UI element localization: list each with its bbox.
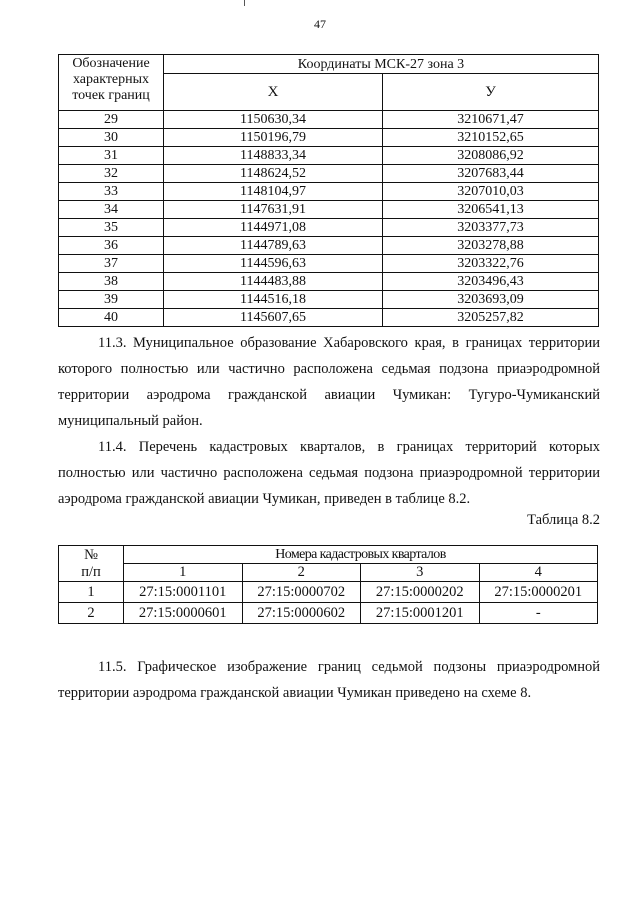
cadastral-cell: 27:15:0000601 xyxy=(124,603,243,624)
paragraph-11-4: 11.4. Перечень кадастровых кварталов, в границах территорий которых полностью или частично расположена седьмая подзона приаэродромной территории аэродрома гражданской авиации Чумикан, приведен в таблице 8.2. xyxy=(58,439,600,507)
coordinates-table xyxy=(58,54,599,327)
y-column-header: У xyxy=(383,74,599,111)
table-row xyxy=(59,582,598,603)
x-cell: 1147631,91 xyxy=(164,201,383,219)
point-cell: 40 xyxy=(59,309,164,327)
paragraph-11-3: 11.3. Муниципальное образование Хабаровского края, в границах территории которого полностью или частично расположена седьмая подзона приаэродромной территории аэродрома гражданской авиации Чумикан: Тугуро-Чумиканский муниципальный район. xyxy=(58,335,600,429)
x-cell: 1144516,18 xyxy=(164,291,383,309)
row-number-cell: 1 xyxy=(59,582,124,603)
page-number: 47 xyxy=(314,17,326,31)
y-cell: 3203693,09 xyxy=(383,291,599,309)
paragraph-11-5: 11.5. Графическое изображение границ седьмой подзоны приаэродромной территории аэродрома гражданской авиации Чумикан приведено на схеме 8. xyxy=(58,659,600,701)
row-number-header xyxy=(59,546,124,582)
x-cell: 1148624,52 xyxy=(164,165,383,183)
column-header: 1 xyxy=(124,564,243,582)
x-cell: 1148104,97 xyxy=(164,183,383,201)
point-cell: 39 xyxy=(59,291,164,309)
table-row xyxy=(59,273,599,291)
cadastral-cell: 27:15:0000602 xyxy=(242,603,361,624)
cadastral-cell: 27:15:0000702 xyxy=(242,582,361,603)
table-row xyxy=(59,129,599,147)
y-cell: 3203496,43 xyxy=(383,273,599,291)
table-row xyxy=(59,603,598,624)
pp-label: п/п xyxy=(81,563,101,580)
point-cell: 34 xyxy=(59,201,164,219)
y-cell: 3208086,92 xyxy=(383,147,599,165)
point-cell: 37 xyxy=(59,255,164,273)
coordinate-system-header: Координаты МСК-27 зона 3 xyxy=(164,55,599,74)
cadastral-group-header: Номера кадастровых кварталов xyxy=(124,546,598,564)
x-cell: 1144971,08 xyxy=(164,219,383,237)
point-cell: 33 xyxy=(59,183,164,201)
point-cell: 32 xyxy=(59,165,164,183)
point-cell: 35 xyxy=(59,219,164,237)
y-cell: 3203322,76 xyxy=(383,255,599,273)
scan-top-mark xyxy=(244,0,245,6)
x-cell: 1144596,63 xyxy=(164,255,383,273)
y-cell: 3205257,82 xyxy=(383,309,599,327)
cadastral-cell: - xyxy=(479,603,598,624)
point-cell: 36 xyxy=(59,237,164,255)
table-row xyxy=(59,201,599,219)
table-row xyxy=(59,165,599,183)
table-caption: Таблица 8.2 xyxy=(527,512,600,528)
cadastral-table xyxy=(58,545,598,624)
x-cell: 1144483,88 xyxy=(164,273,383,291)
point-cell: 31 xyxy=(59,147,164,165)
point-cell: 38 xyxy=(59,273,164,291)
y-cell: 3207010,03 xyxy=(383,183,599,201)
cadastral-cell: 27:15:0001201 xyxy=(361,603,480,624)
x-cell: 1145607,65 xyxy=(164,309,383,327)
column-header: 4 xyxy=(479,564,598,582)
number-sign-label: № xyxy=(84,546,98,563)
table-row xyxy=(59,219,599,237)
table-row xyxy=(59,147,599,165)
y-cell: 3203278,88 xyxy=(383,237,599,255)
table-row xyxy=(59,183,599,201)
x-cell: 1144789,63 xyxy=(164,237,383,255)
y-cell: 3210152,65 xyxy=(383,129,599,147)
y-cell: 3207683,44 xyxy=(383,165,599,183)
point-label-header: Обозначение характерных точек границ xyxy=(59,55,164,111)
y-cell: 3210671,47 xyxy=(383,111,599,129)
y-cell: 3206541,13 xyxy=(383,201,599,219)
cadastral-cell: 27:15:0000201 xyxy=(479,582,598,603)
table-row xyxy=(59,111,599,129)
x-cell: 1150196,79 xyxy=(164,129,383,147)
table-row xyxy=(59,237,599,255)
point-cell: 30 xyxy=(59,129,164,147)
cadastral-cell: 27:15:0000202 xyxy=(361,582,480,603)
point-cell: 29 xyxy=(59,111,164,129)
x-cell: 1150630,34 xyxy=(164,111,383,129)
table-row xyxy=(59,255,599,273)
table-row xyxy=(59,291,599,309)
column-header: 3 xyxy=(361,564,480,582)
x-column-header: X xyxy=(164,74,383,111)
row-number-cell: 2 xyxy=(59,603,124,624)
cadastral-cell: 27:15:0001101 xyxy=(124,582,243,603)
table-row xyxy=(59,309,599,327)
column-header: 2 xyxy=(242,564,361,582)
x-cell: 1148833,34 xyxy=(164,147,383,165)
y-cell: 3203377,73 xyxy=(383,219,599,237)
